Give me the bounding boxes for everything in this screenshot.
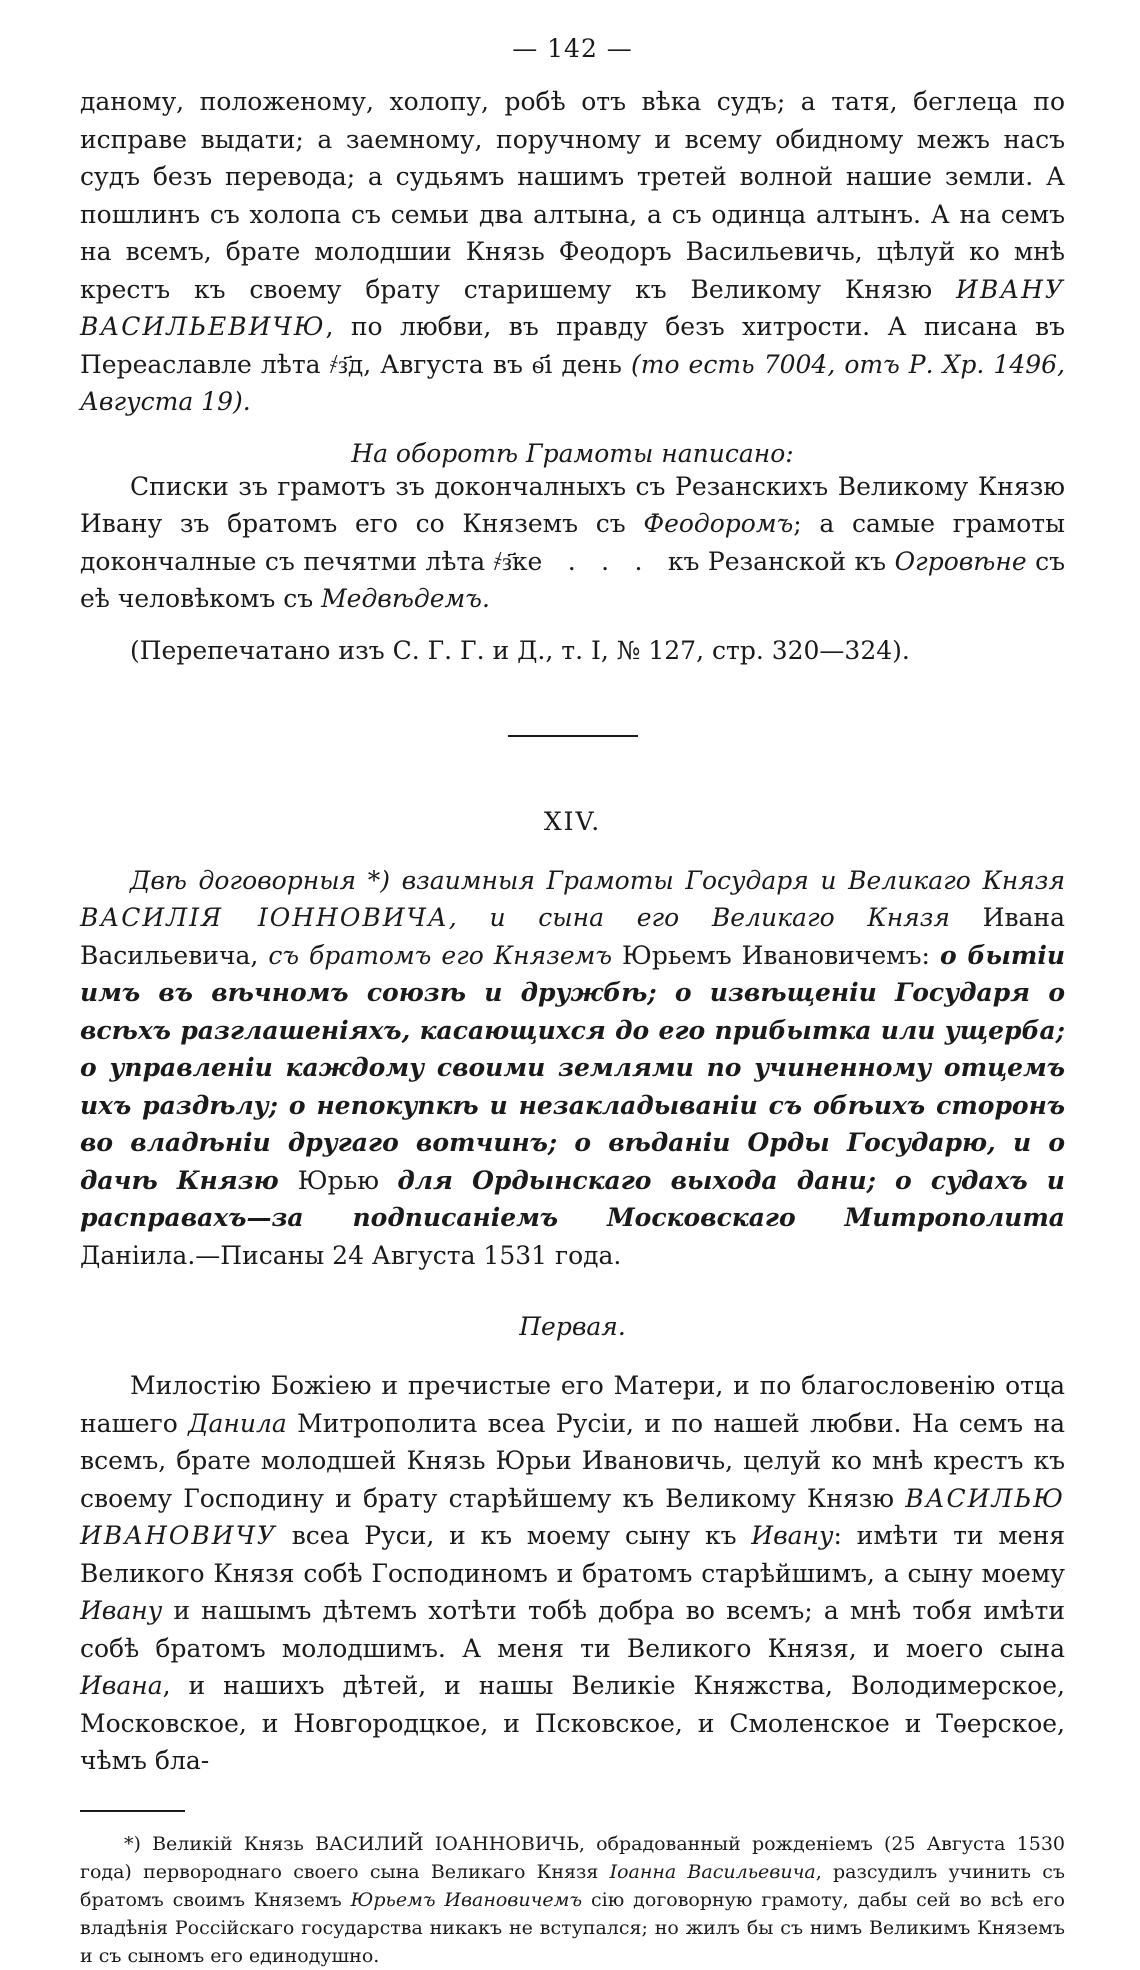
date-note: (то есть 7004, отъ Р. Хр. 1496, Августа 19). <box>80 349 1065 416</box>
day-date: ѳ҃і <box>531 349 553 379</box>
section-title: Двѣ договорныя *) взаимныя Грамоты Государя и Великаго Князя ВАСИЛІЯ ІОННОВИЧА, и сына его Великаго Князя Ивана Васильевича, съ братомъ его Княземъ Юрьемъ Ивановичемъ: о бытіи имъ въ вѣчномъ союзѣ и дружбѣ; о извѣщеніи Государя о всѣхъ разглашеніяхъ, касающихся до его прибытка или ущерба; о управленіи каждому своими землями по учиненному отцемъ ихъ раздѣлу; о непокупкѣ и незакладываніи съ обѣихъ сторонъ во владѣніи другаго вотчинъ; о вѣданіи Орды Государю, и о дачѣ Князю Юрью для Ордынскаго выхода дани; о судахъ и расправахъ—за подписаніемъ Московскаго Митрополита Даніила.—Писаны 24 Августа 1531 года. <box>80 865 1066 1270</box>
name-ivan-vasilievich: ИВАНУ ВАСИЛЬЕВИЧЮ <box>80 274 1065 341</box>
verso-heading: На оборотѣ Грамоты написано: <box>351 438 794 468</box>
page-number: — 142 — <box>512 34 633 63</box>
year-date: ҂з҃д <box>329 349 364 379</box>
section-divider <box>508 735 638 737</box>
document-page <box>80 34 1065 1970</box>
footnote-divider <box>80 1810 185 1812</box>
paragraph-verso: Списки зъ грамотъ зъ докончалныхъ съ Резанскихъ Великому Князю Ивану зъ братомъ его со Княземъ съ Феодоромъ; а самые грамоты докончалные съ печятми лѣта ҂з҃ке . . . къ Резанской къ Огровѣне съ еѣ человѣкомъ съ Медвѣдемъ. <box>80 471 1066 613</box>
paragraph-first-charter: Милостію Божіею и пречистые его Матери, и по благословенію отца нашего Данила Митрополита всеа Русіи, и по нашей любви. На семъ на всемъ, брате молодшей Князь Юрьи Ивановичь, целуй ко мнѣ крестъ къ своему Господину и брату старѣйшему къ Великому Князю ВАСИЛЬЮ ИВАНОВИЧУ всеа Руси, и къ моему сыну къ Ивану: имѣти ти меня Великого Князя собѣ Господиномъ и братомъ старѣйшимъ, а сыну моему Ивану и нашымъ дѣтемъ хотѣти тобѣ добра во всемъ; а мнѣ тобя имѣти собѣ братомъ молодшимъ. А меня ти Великого Князя, и моего сына Ивана, и нашихъ дѣтей, и нашы Великіе Княжства, Володимерское, Московское, и Новгородцкое, и Псковское, и Смоленское и Тѳерское, чѣмъ бла- <box>80 1371 1066 1775</box>
footnote: *) Великій Князь ВАСИЛИЙ ІОАННОВИЧЬ, обрадованный рожденіемъ (25 Августа 1530 года) первороднаго своего сына Великаго Князя Іоанна Васильевича, разсудилъ учинить съ братомъ своимъ Княземъ Юрьемъ Ивановичемъ сію договорную грамоту, дабы сей во всѣ его владѣнія Россійскаго государства никакъ не вступался; но жилъ бы съ нимъ Великимъ Княземъ и съ сыномъ его единодушно. <box>80 1832 1065 1967</box>
paragraph-continuation: даному, положеному, холопу, робѣ отъ вѣка судъ; а татя, беглеца по исправе выдати; а заемному, поручному и всему обидному межъ насъ судъ безъ перевода; а судьямъ нашимъ третей волной нашие земли. А пошлинъ съ холопа съ семьи два алтына, а съ одинца алтынъ. А на семъ на всемъ, брате молодшии Князь Феодоръ Васильевичь, цѣлуй ко мнѣ крестъ къ своему брату старишему къ Великому Князю ИВАНУ ВАСИЛЬЕВИЧЮ, по любви, въ правду безъ хитрости. А писана въ Переаславле лѣта ҂з҃д, Августа въ ѳ҃і день (то есть 7004, отъ Р. Хр. 1496, Августа 19). <box>80 87 1065 416</box>
first-heading: Первая. <box>519 1312 626 1341</box>
reprint-note: (Перепечатано изъ С. Г. Г. и Д., т. I, № 127, стр. 320—324). <box>130 635 910 665</box>
section-number: XIV. <box>543 806 602 836</box>
